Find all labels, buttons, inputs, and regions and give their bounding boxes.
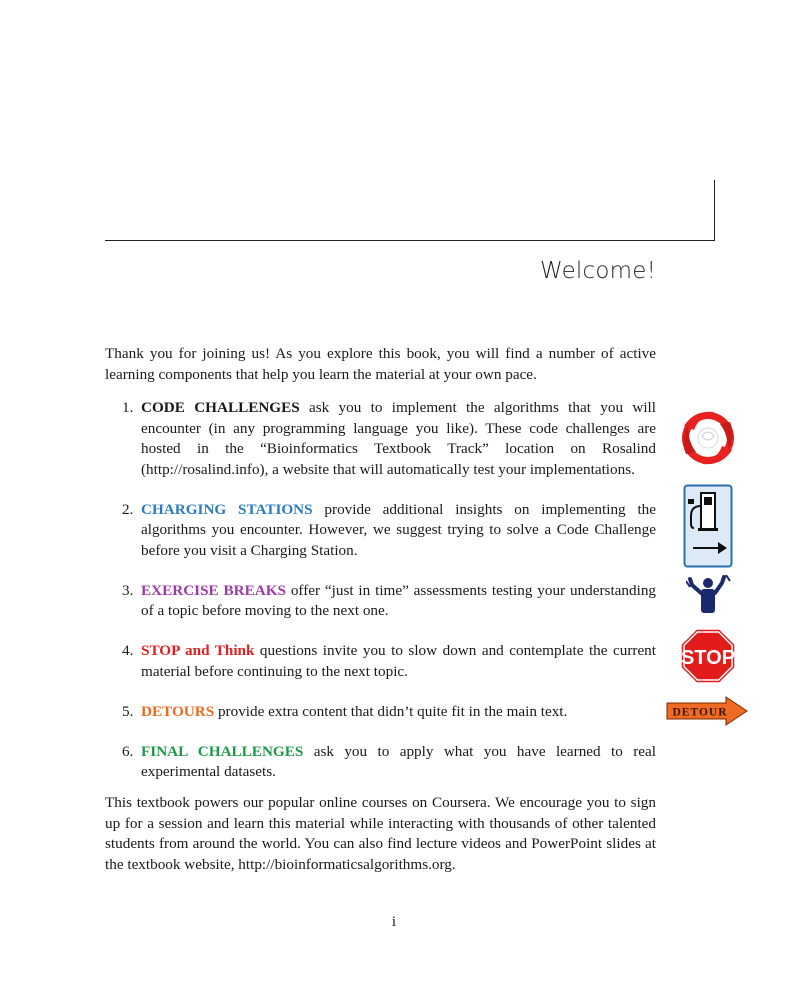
list-item-final-challenges <box>105 742 656 783</box>
list-item-code-challenges <box>105 398 656 480</box>
chapter-rule-vertical <box>714 180 715 241</box>
detour-sign-label: DETOUR <box>672 706 728 719</box>
item-text: questions invite you to slow down and contemplate the current material before continuing to the next topic. <box>141 642 656 680</box>
list-item-charging-stations <box>105 500 656 562</box>
outro-paragraph: This textbook powers our popular online courses on Coursera. We encourage you to sign up for a session and learn this material while interacting with thousands of other talented students from around the world. You can also find lecture videos and PowerPoint slides at the textbook website, http://bioinformaticsalgorithms.org. <box>105 794 656 873</box>
item-number: 1. <box>122 399 134 416</box>
detour-sign-icon <box>666 696 748 726</box>
item-text: ask you to apply what you have learned to real experimental datasets. <box>141 742 656 780</box>
stop-sign-icon <box>680 628 736 684</box>
item-text: provide additional insights on implementing the algorithms you encounter. However, we suggest trying to solve a Code Challenge before you visit a Charging Station. <box>141 500 657 559</box>
item-text: offer “just in time” assessments testing your understanding of a topic before moving to the next one. <box>141 581 657 619</box>
item-keyword: FINAL CHALLENGES <box>141 742 304 760</box>
stop-sign-label: STOP <box>680 647 736 669</box>
item-number: 2. <box>122 500 134 518</box>
list-item-detours <box>105 702 656 723</box>
page-number: i <box>391 914 397 930</box>
item-number: 3. <box>122 581 134 599</box>
chapter-title: Welcome! <box>539 258 656 284</box>
item-keyword: STOP and Think <box>141 642 255 659</box>
exercise-person-icon <box>686 575 732 615</box>
charging-station-icon <box>683 484 733 568</box>
components-list <box>105 398 656 802</box>
item-keyword: EXERCISE BREAKS <box>141 581 286 599</box>
rosalind-icon <box>680 406 736 470</box>
item-number: 5. <box>122 702 134 720</box>
item-keyword: DETOURS <box>141 702 215 720</box>
intro-paragraph: Thank you for joining us! As you explore this book, you will find a number of active learning components that help you learn the material at your own pace. <box>105 345 656 383</box>
list-item-exercise-breaks <box>105 581 656 622</box>
item-text: provide extra content that didn’t quite fit in the main text. <box>214 702 568 720</box>
item-number: 6. <box>122 742 134 760</box>
item-number: 4. <box>122 642 134 659</box>
item-keyword: CHARGING STATIONS <box>141 500 313 518</box>
list-item-stop-and-think <box>105 641 656 682</box>
item-keyword: CODE CHALLENGES <box>141 399 300 416</box>
item-text: ask you to implement the algorithms that you will encounter (in any programming language you like). These code challenges are hosted in the “Bioinformatics Textbook Track” location on Rosalind (http://rosalind.info), a website that will automatically test your implementations. <box>141 399 656 478</box>
chapter-rule-horizontal <box>105 240 715 241</box>
